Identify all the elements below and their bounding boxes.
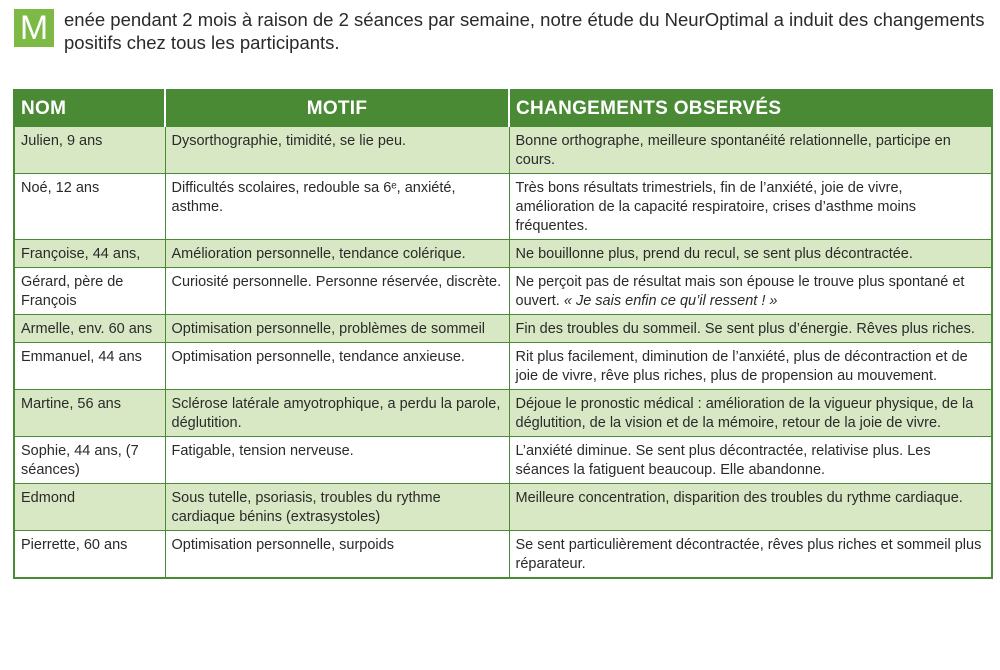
cell-motif: Difficultés scolaires, redouble sa 6ᵉ, anxiété, asthme. xyxy=(165,174,509,240)
cell-nom: Sophie, 44 ans, (7 séances) xyxy=(14,437,165,484)
table-row xyxy=(14,127,992,174)
cell-motif: Sclérose latérale amyotrophique, a perdu la parole, déglutition. xyxy=(165,390,509,437)
quote-text: « Je sais enfin ce qu’il ressent ! » xyxy=(563,293,778,309)
cell-motif: Fatigable, tension nerveuse. xyxy=(165,437,509,484)
header-motif: MOTIF xyxy=(165,90,509,127)
table-row xyxy=(14,531,992,579)
cell-nom: Julien, 9 ans xyxy=(14,127,165,174)
cell-changements: Fin des troubles du sommeil. Se sent plus d’énergie. Rêves plus riches. xyxy=(509,315,992,343)
table-row xyxy=(14,268,992,315)
intro-text: enée pendant 2 mois à raison de 2 séances par semaine, notre étude du NeurOptimal a induit des changements positifs chez tous les participants. xyxy=(64,9,985,53)
cell-nom: Noé, 12 ans xyxy=(14,174,165,240)
cell-changements: L’anxiété diminue. Se sent plus décontractée, relativise plus. Les séances la fatiguent beaucoup. Elle abandonne. xyxy=(509,437,992,484)
cell-motif: Optimisation personnelle, problèmes de sommeil xyxy=(165,315,509,343)
cell-motif: Amélioration personnelle, tendance colérique. xyxy=(165,240,509,268)
cell-motif: Curiosité personnelle. Personne réservée, discrète. xyxy=(165,268,509,315)
cell-changements: Déjoue le pronostic médical : amélioration de la vigueur physique, de la déglutition, de la vision et de la mémoire, retour de la joie de vivre. xyxy=(509,390,992,437)
table-row xyxy=(14,240,992,268)
table-row xyxy=(14,174,992,240)
cell-changements: Se sent particulièrement décontractée, rêves plus riches et sommeil plus réparateur. xyxy=(509,531,992,579)
cell-changements: Ne bouillonne plus, prend du recul, se sent plus décontractée. xyxy=(509,240,992,268)
cell-nom: Gérard, père de François xyxy=(14,268,165,315)
table-row xyxy=(14,484,992,531)
intro-paragraph xyxy=(14,8,989,54)
cell-nom: Armelle, env. 60 ans xyxy=(14,315,165,343)
cell-changements-text: Ne perçoit pas de résultat mais son épouse le trouve plus spontané et ouvert. xyxy=(515,274,965,309)
table-row xyxy=(14,343,992,390)
cell-changements: Bonne orthographe, meilleure spontanéité relationnelle, participe en cours. xyxy=(509,127,992,174)
cell-motif: Optimisation personnelle, surpoids xyxy=(165,531,509,579)
cell-motif: Optimisation personnelle, tendance anxieuse. xyxy=(165,343,509,390)
table-row xyxy=(14,315,992,343)
cell-motif: Dysorthographie, timidité, se lie peu. xyxy=(165,127,509,174)
table-row xyxy=(14,390,992,437)
header-changements: CHANGEMENTS OBSERVÉS xyxy=(509,90,992,127)
results-table-container xyxy=(13,89,991,579)
cell-changements: Meilleure concentration, disparition des troubles du rythme cardiaque. xyxy=(509,484,992,531)
cell-nom: Martine, 56 ans xyxy=(14,390,165,437)
table-row xyxy=(14,437,992,484)
cell-motif: Sous tutelle, psoriasis, troubles du rythme cardiaque bénins (extrasystoles) xyxy=(165,484,509,531)
header-nom: NOM xyxy=(14,90,165,127)
table-header-row xyxy=(14,90,992,127)
cell-nom: Edmond xyxy=(14,484,165,531)
cell-changements xyxy=(509,268,992,315)
cell-nom: Françoise, 44 ans, xyxy=(14,240,165,268)
results-table xyxy=(13,89,993,579)
cell-nom: Pierrette, 60 ans xyxy=(14,531,165,579)
cell-nom: Emmanuel, 44 ans xyxy=(14,343,165,390)
drop-cap: M xyxy=(14,9,54,47)
cell-changements: Rit plus facilement, diminution de l’anxiété, plus de décontraction et de joie de vivre, rêve plus riches, plus de propension au mouvement. xyxy=(509,343,992,390)
cell-changements: Très bons résultats trimestriels, fin de l’anxiété, joie de vivre, amélioration de la capacité respiratoire, crises d’asthme moins fréquentes. xyxy=(509,174,992,240)
